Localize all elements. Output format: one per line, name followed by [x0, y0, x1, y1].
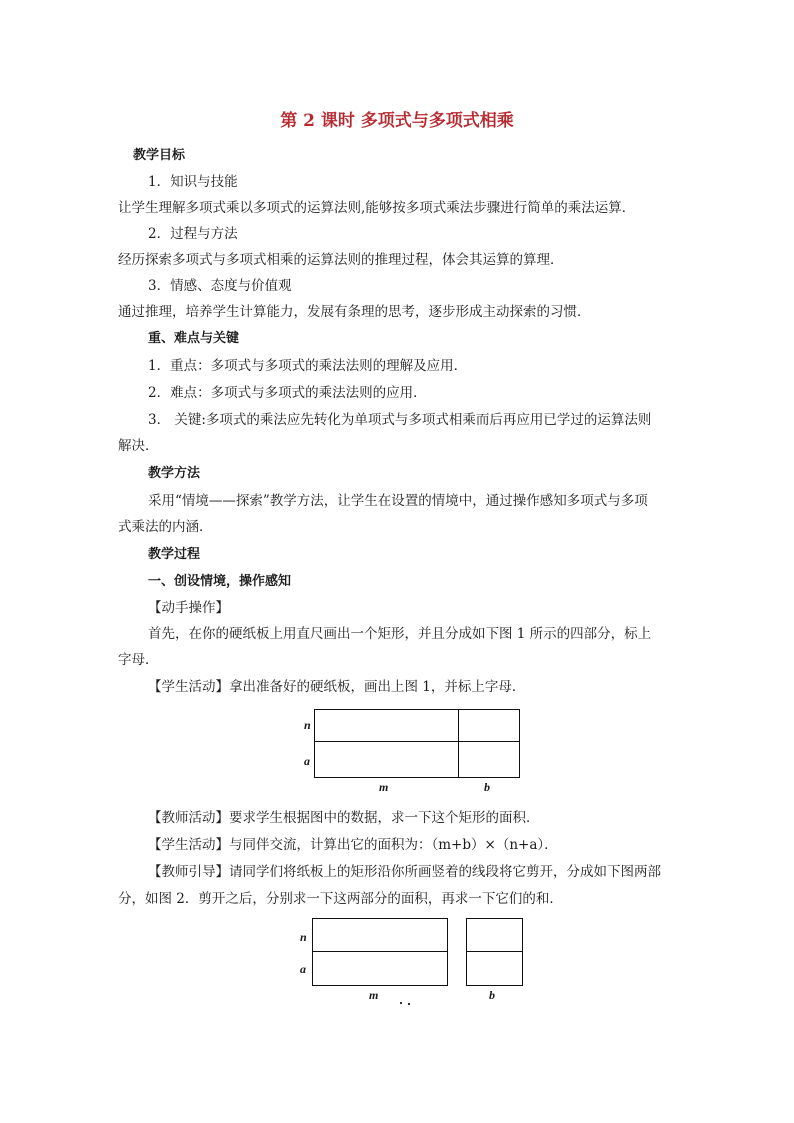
figure-2-left-rectangle [312, 918, 448, 986]
key-point-2: 2．难点：多项式与多项式的乘法法则的应用． [148, 385, 427, 401]
figure-2-right-rectangle [466, 918, 523, 986]
figure-2-right-divider [466, 951, 523, 952]
key-point-3-line2: 解决． [118, 438, 159, 454]
teacher-guidance-line2: 分，如图 2．剪开之后，分别求一下这两部分的面积，再求一下它们的和． [118, 891, 563, 907]
teacher-activity-1: 【教师活动】要求学生根据图中的数据，求一下这个矩形的面积． [148, 810, 540, 826]
figure-2-label-n: n [300, 930, 307, 944]
hands-on-line1: 首先，在你的硬纸板上用直尺画出一个矩形，并且分成如下图 1 所示的四部分，标上 [148, 626, 652, 642]
hands-on-tag: 【动手操作】 [148, 600, 229, 616]
figure-1-label-n: n [304, 718, 311, 732]
hands-on-line2: 字母． [118, 652, 159, 668]
goal1-label: 1．知识与技能 [148, 174, 238, 190]
goal2-text: 经历探索多项式与多项式相乘的运算法则的推理过程，体会其运算的算理． [118, 252, 564, 268]
student-activity-1: 【学生活动】拿出准备好的硬纸板，画出上图 1，并标上字母． [148, 679, 526, 695]
goal3-label: 3．情感、态度与价值观 [148, 278, 292, 294]
student-activity-2: 【学生活动】与同伴交流，计算出它的面积为：（m+b）×（n+a）． [148, 837, 558, 853]
key-point-1: 1．重点：多项式与多项式的乘法法则的理解及应用． [148, 358, 468, 374]
part1-heading: 一、创设情境，操作感知 [148, 574, 292, 589]
goals-heading: 教学目标 [133, 148, 186, 163]
figure-1-label-b: b [484, 780, 490, 794]
process-heading: 教学过程 [148, 547, 201, 562]
method-heading: 教学方法 [148, 466, 201, 481]
figure-1-label-a: a [304, 754, 310, 768]
scan-speck [400, 1002, 402, 1004]
figure-2-label-a: a [300, 962, 306, 976]
teacher-guidance-line1: 【教师引导】请同学们将纸板上的矩形沿你所画竖着的线段将它剪开，分成如下图两部 [148, 864, 661, 880]
page-title: 第 2 课时 多项式与多项式相乘 [280, 111, 514, 131]
goal3-text: 通过推理，培养学生计算能力，发展有条理的思考，逐步形成主动探索的习惯． [118, 304, 591, 320]
figure-1-vertical-divider [458, 709, 459, 778]
figure-1-horizontal-divider [314, 741, 520, 742]
figure-2-label-m: m [369, 988, 379, 1002]
method-line1: 采用“情境——探索”教学方法，让学生在设置的情境中，通过操作感知多项式与多项 [148, 493, 648, 509]
goal1-text: 让学生理解多项式乘以多项式的运算法则,能够按多项式乘法步骤进行简单的乘法运算． [118, 200, 636, 216]
figure-1-label-m: m [379, 780, 389, 794]
key-point-3-line1: 3． 关键:多项式的乘法应先转化为单项式与多项式相乘而后再应用已学过的运算法则 [148, 412, 652, 428]
scan-speck [408, 1003, 410, 1005]
figure-2-label-b: b [489, 988, 495, 1002]
figure-2-left-divider [312, 951, 448, 952]
key-heading: 重、难点与关键 [148, 331, 240, 346]
method-line2: 式乘法的内涵． [118, 519, 213, 535]
goal2-label: 2．过程与方法 [148, 226, 238, 242]
figure-1-rectangle [314, 709, 520, 778]
